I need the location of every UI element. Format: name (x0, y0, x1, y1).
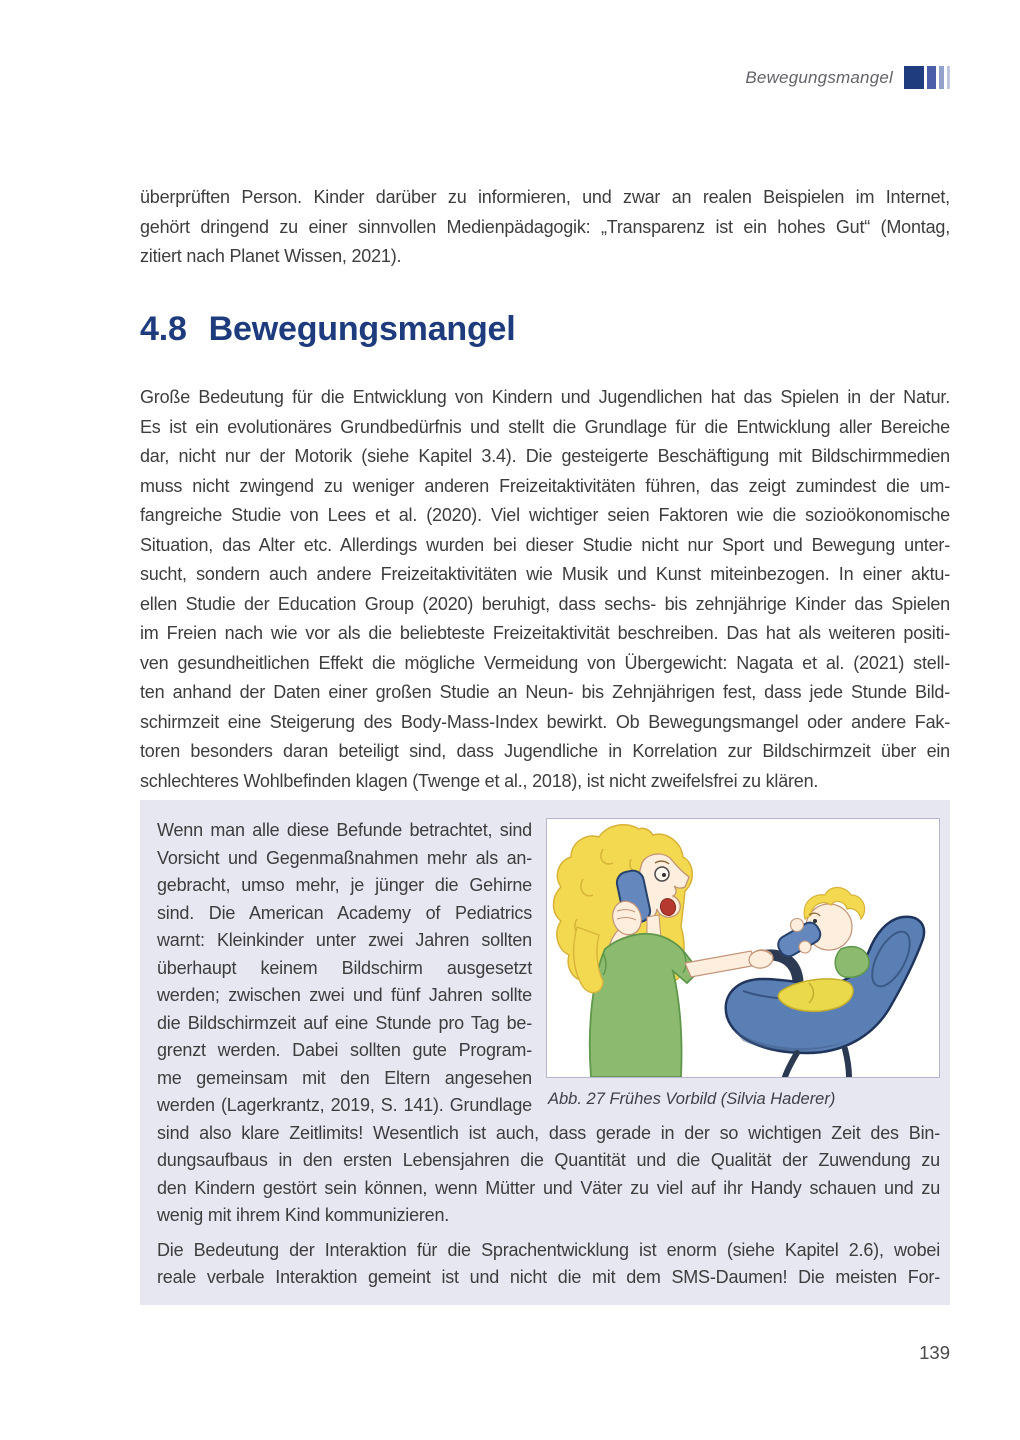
text-line: fangreiche Studie von Lees et al. (2020). Viel wichtiger seien Faktoren wie die sozioökonomische (140, 505, 950, 525)
intro-paragraph (140, 183, 950, 272)
text-line: werden (Lagerkrantz, 2019, S. 141). Grundlage (157, 1095, 532, 1115)
figure-illustration (547, 819, 939, 1077)
text-line: schlechteres Wohlbefinden klagen (Twenge et al., 2018), ist nicht zweifelsfrei zu klären. (140, 770, 819, 791)
text-line: Die Bedeutung der Interaktion für die Sprachentwicklung ist enorm (siehe Kapitel 2.6), wobei (157, 1239, 940, 1260)
bar-icon-2 (927, 66, 936, 89)
running-header (140, 66, 950, 89)
running-header-title: Bewegungsmangel (745, 67, 893, 87)
text-line: die Bildschirmzeit auf eine Stunde pro Tag be- (157, 1012, 532, 1033)
figure-caption: Abb. 27 Frühes Vorbild (Silvia Haderer) (548, 1090, 836, 1108)
text-line: zitiert nach Planet Wissen, 2021). (140, 246, 402, 266)
text-line: wenig mit ihrem Kind kommunizieren. (157, 1205, 450, 1225)
bar-icon-1 (904, 66, 924, 89)
chapter-level-bars-icon (904, 66, 950, 89)
text-line: werden; zwischen zwei und fünf Jahren sollte (157, 985, 532, 1005)
text-line: ten anhand der Daten einer großen Studie an Neun- bis Zehnjährigen fest, dass jede Stunde Bild- (140, 682, 950, 702)
text-line: ven gesundheitlichen Effekt die mögliche Vermeidung von Übergewicht: Nagata et al. (2021) stell- (140, 652, 950, 673)
section-title: Bewegungsmangel (208, 310, 516, 348)
text-line: muss nicht zwingend zu weniger anderen Freizeitaktivitäten führen, das zeigt zumindest die um- (140, 475, 950, 496)
bar-icon-4 (947, 66, 950, 89)
box-paragraph-2 (157, 1237, 940, 1292)
text-line: sind. Die American Academy of Pediatrics (157, 902, 532, 923)
text-line: me gemeinsam mit den Eltern angesehen (157, 1067, 532, 1088)
text-line: ellen Studie der Education Group (2020) beruhigt, dass sechs- bis zehnjährige Kinder das Spielen (140, 593, 950, 614)
text-line: Vorsicht und Gegenmaßnahmen mehr als an- (157, 847, 532, 868)
text-line: Große Bedeutung für die Entwicklung von Kindern und Jugendlichen hat das Spielen in der Natur. (140, 387, 950, 407)
text-line: Situation, das Alter etc. Allerdings wurden bei dieser Studie nicht nur Sport und Bewegung unter- (140, 534, 950, 555)
text-line: dungsaufbaus in den ersten Lebensjahren die Quantität und die Qualität der Zuwendung zu (157, 1150, 940, 1170)
text-line: überhaupt keinem Bildschirm ausgesetzt (157, 957, 532, 978)
text-line: gehört dringend zu einer sinnvollen Medienpädagogik: „Transparenz ist ein hohes Gut“ (Montag, (140, 216, 950, 237)
info-box (140, 800, 950, 1305)
text-line: im Freien nach wie vor als die beliebteste Freizeitaktivität beschreiben. Das hat als weiteren positi- (140, 623, 950, 643)
text-line: schirmzeit eine Steigerung des Body-Mass-Index bewirkt. Ob Bewegungsmangel oder andere Fak- (140, 711, 950, 732)
text-line: dar, nicht nur der Motorik (siehe Kapitel 3.4). Die gesteigerte Beschäftigung mit Bildschirmmedien (140, 446, 950, 466)
text-line: gebracht, umso mehr, je jünger die Gehirne (157, 875, 532, 895)
text-line: warnt: Kleinkinder unter zwei Jahren sollten (157, 930, 532, 950)
figure-frame (546, 818, 940, 1078)
body-paragraph (140, 383, 950, 796)
text-line: Wenn man alle diese Befunde betrachtet, sind (157, 820, 532, 840)
figure (546, 818, 940, 1110)
section-heading (140, 307, 950, 351)
text-line: überprüften Person. Kinder darüber zu informieren, und zwar an realen Beispielen im Internet, (140, 187, 950, 207)
text-line: sind also klare Zeitlimits! Wesentlich ist auch, dass gerade in der so wichtigen Zeit des Bin- (157, 1122, 940, 1143)
text-line: sucht, sondern auch andere Freizeitaktivitäten wie Musik und Kunst miteinbezogen. In einer aktu- (140, 564, 950, 584)
text-line: toren besonders daran beteiligt sind, dass Jugendliche in Korrelation zur Bildschirmzeit über ein (140, 741, 950, 761)
bar-icon-3 (939, 66, 944, 89)
text-line: Es ist ein evolutionäres Grundbedürfnis und stellt die Grundlage für die Entwicklung aller Bereiche (140, 416, 950, 437)
text-line: reale verbale Interaktion gemeint ist und nicht die mit dem SMS-Daumen! Die meisten For- (157, 1267, 940, 1287)
section-number: 4.8 (140, 310, 187, 348)
text-line: den Kindern gestört sein können, wenn Mütter und Väter zu viel auf ihr Handy schauen und zu (157, 1177, 940, 1198)
page-number: 139 (919, 1342, 950, 1363)
text-line: grenzt werden. Dabei sollten gute Program- (157, 1040, 532, 1060)
